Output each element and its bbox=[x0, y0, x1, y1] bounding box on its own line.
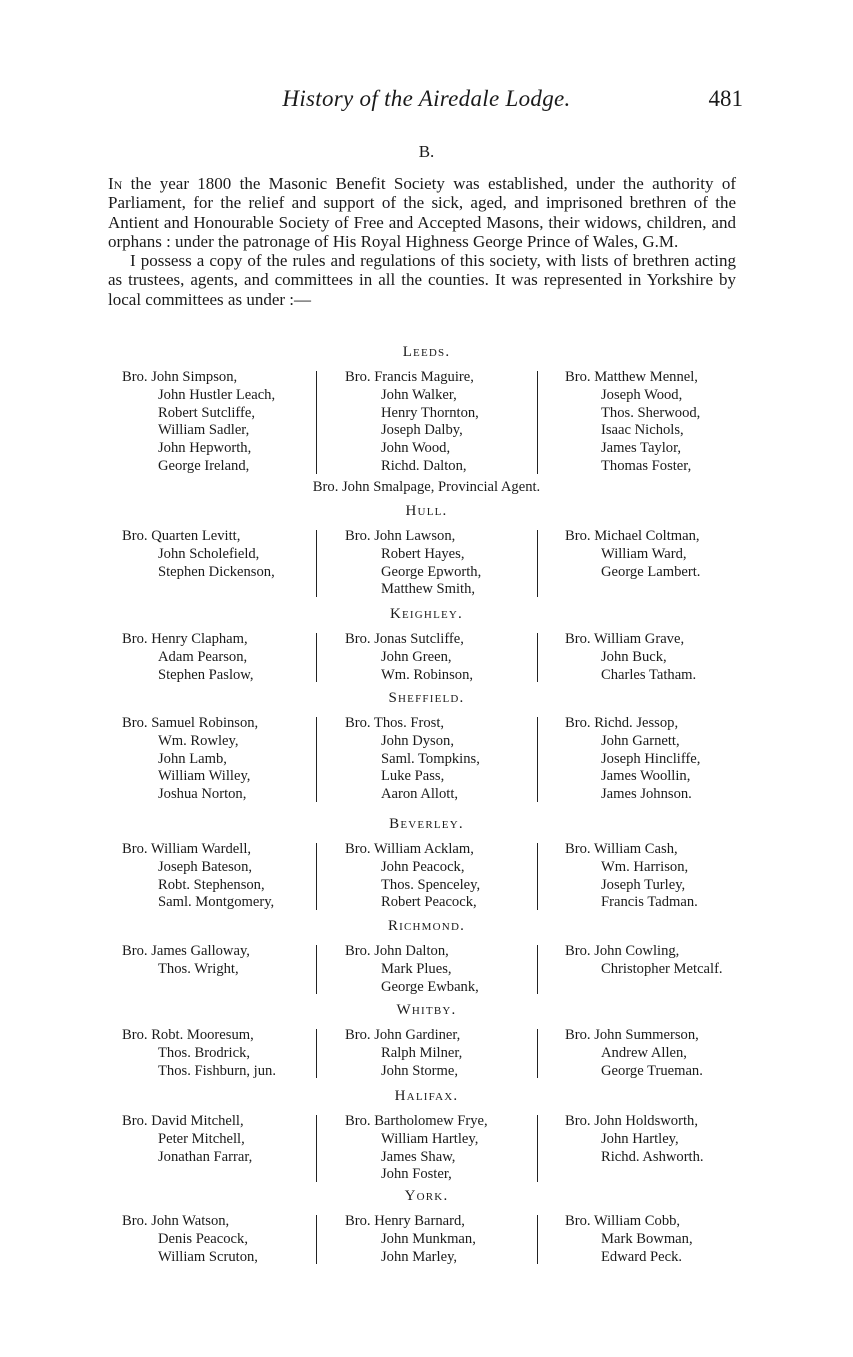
member-name: Richd. Ashworth. bbox=[601, 1148, 704, 1165]
member-name: George Ireland, bbox=[158, 457, 250, 474]
member-name: Thomas Foster, bbox=[601, 457, 692, 474]
member-name: Saml. Tompkins, bbox=[381, 750, 480, 767]
committee-column-whitby-3 bbox=[565, 1027, 703, 1080]
member-name: Isaac Nichols, bbox=[601, 422, 684, 439]
section-heading-york: York. bbox=[404, 1188, 449, 1204]
member-name: Thos. Wright, bbox=[158, 960, 239, 977]
member-name: William Scruton, bbox=[158, 1248, 258, 1265]
section-heading-whitby: Whitby. bbox=[396, 1002, 457, 1018]
member-name: Bro. William Wardell, bbox=[122, 841, 252, 857]
committee-column-keighley-1 bbox=[122, 631, 254, 684]
member-name: Joseph Bateson, bbox=[158, 858, 253, 875]
member-name: Joseph Turley, bbox=[601, 876, 686, 893]
member-name: Bro. John Lawson, bbox=[345, 528, 456, 544]
column-divider bbox=[316, 1215, 317, 1264]
member-name: Christopher Metcalf. bbox=[601, 960, 723, 977]
member-name: Bro. Henry Clapham, bbox=[122, 631, 248, 647]
running-title: History of the Airedale Lodge. bbox=[282, 86, 571, 111]
drop-word: In bbox=[108, 174, 123, 193]
member-name: John Hustler Leach, bbox=[158, 386, 276, 403]
member-name: John Marley, bbox=[381, 1248, 458, 1265]
member-name: Joseph Wood, bbox=[601, 386, 683, 403]
member-name: Saml. Montgomery, bbox=[158, 894, 275, 911]
member-name: John Peacock, bbox=[381, 858, 465, 875]
member-name: William Ward, bbox=[601, 545, 687, 562]
page-number: 481 bbox=[708, 86, 743, 111]
member-name: Bro. Robt. Mooresum, bbox=[122, 1027, 254, 1043]
committee-column-leeds-2 bbox=[345, 369, 479, 476]
member-name: Bro. Quarten Levitt, bbox=[122, 528, 241, 544]
committee-column-halifax-1 bbox=[122, 1113, 252, 1166]
member-name: Bro. Thos. Frost, bbox=[345, 715, 445, 731]
committee-column-beverley-2 bbox=[345, 841, 480, 912]
committee-column-halifax-3 bbox=[565, 1113, 704, 1166]
intro-text bbox=[108, 174, 736, 309]
column-divider bbox=[537, 843, 538, 910]
member-name: George Ewbank, bbox=[381, 978, 479, 995]
member-name: Aaron Allott, bbox=[381, 786, 459, 803]
member-name: Bro. William Cobb, bbox=[565, 1213, 681, 1229]
intro-paragraph-2: I possess a copy of the rules and regulations of this society, with lists of brethren acting as trustees, agents, and committees in all the counties. It was represented in Yorkshire by local committees as under :— bbox=[108, 251, 736, 309]
committee-column-halifax-2 bbox=[345, 1113, 488, 1184]
member-name: Robt. Stephenson, bbox=[158, 876, 265, 893]
column-divider bbox=[537, 530, 538, 597]
member-name: John Walker, bbox=[381, 386, 457, 403]
provincial-agent-line: Bro. John Smalpage, Provincial Agent. bbox=[312, 478, 541, 495]
member-name: John Storme, bbox=[381, 1062, 459, 1079]
column-divider bbox=[537, 945, 538, 994]
column-divider bbox=[316, 371, 317, 474]
member-name: Bro. John Holdsworth, bbox=[565, 1113, 698, 1129]
committee-column-leeds-1 bbox=[122, 369, 275, 476]
member-name: Mark Bowman, bbox=[601, 1230, 693, 1247]
member-name: Andrew Allen, bbox=[601, 1044, 687, 1061]
member-name: Bro. Michael Coltman, bbox=[565, 528, 700, 544]
member-name: Bro. John Summerson, bbox=[565, 1027, 699, 1043]
section-heading-halifax: Halifax. bbox=[394, 1088, 459, 1104]
member-name: Ralph Milner, bbox=[381, 1044, 463, 1061]
column-divider bbox=[537, 371, 538, 474]
member-name: William Hartley, bbox=[381, 1130, 479, 1147]
member-name: William Willey, bbox=[158, 768, 251, 785]
member-name: Bro. Henry Barnard, bbox=[345, 1213, 465, 1229]
member-name: Stephen Paslow, bbox=[158, 666, 254, 683]
member-name: Bro. Bartholomew Frye, bbox=[345, 1113, 488, 1129]
member-name: John Dyson, bbox=[381, 732, 454, 749]
column-divider bbox=[537, 1115, 538, 1182]
section-heading-leeds: Leeds. bbox=[402, 344, 451, 360]
committee-column-leeds-3 bbox=[565, 369, 700, 476]
member-name: John Foster, bbox=[381, 1166, 452, 1183]
member-name: Joseph Dalby, bbox=[381, 422, 463, 439]
committee-column-whitby-2 bbox=[345, 1027, 462, 1080]
member-name: Bro. Matthew Mennel, bbox=[565, 369, 698, 385]
member-name: Wm. Robinson, bbox=[381, 666, 474, 683]
member-name: John Lamb, bbox=[158, 750, 227, 767]
column-divider bbox=[316, 945, 317, 994]
committee-column-sheffield-1 bbox=[122, 715, 258, 804]
member-name: John Wood, bbox=[381, 440, 451, 457]
member-name: Mark Plues, bbox=[381, 960, 452, 977]
member-name: Bro. Samuel Robinson, bbox=[122, 715, 259, 731]
member-name: James Taylor, bbox=[601, 440, 681, 457]
member-name: Charles Tatham. bbox=[601, 666, 697, 683]
section-heading-sheffield: Sheffield. bbox=[388, 690, 465, 706]
column-divider bbox=[537, 1215, 538, 1264]
member-name: John Munkman, bbox=[381, 1230, 476, 1247]
section-heading-beverley: Beverley. bbox=[389, 816, 464, 832]
member-name: Denis Peacock, bbox=[158, 1230, 248, 1247]
member-name: John Buck, bbox=[601, 648, 667, 665]
member-name: Thos. Spenceley, bbox=[381, 876, 481, 893]
member-name: George Trueman. bbox=[601, 1062, 703, 1079]
member-name: Joshua Norton, bbox=[158, 786, 247, 803]
member-name: William Sadler, bbox=[158, 422, 250, 439]
member-name: Bro. James Galloway, bbox=[122, 943, 250, 959]
committee-column-sheffield-2 bbox=[345, 715, 480, 804]
member-name: Thos. Fishburn, jun. bbox=[158, 1062, 276, 1079]
member-name: Bro. John Watson, bbox=[122, 1213, 230, 1229]
committee-column-keighley-2 bbox=[345, 631, 473, 684]
member-name: Richd. Dalton, bbox=[381, 457, 467, 474]
member-name: George Lambert. bbox=[601, 563, 701, 580]
member-name: James Woollin, bbox=[601, 768, 691, 785]
member-name: Robert Sutcliffe, bbox=[158, 404, 256, 421]
member-name: Thos. Brodrick, bbox=[158, 1044, 251, 1061]
member-name: George Epworth, bbox=[381, 563, 482, 580]
member-name: Bro. John Simpson, bbox=[122, 369, 238, 385]
member-name: Jonathan Farrar, bbox=[158, 1148, 253, 1165]
member-name: John Hepworth, bbox=[158, 440, 252, 457]
intro-paragraph-1-text: the year 1800 the Masonic Benefit Society was established, under the authority of Parliament, for the relief and support of the sick, aged, and imprisoned brethren of the Antient and Honourable Society of Free and Accepted Masons, their widows, children, and orphans : under the patronage of His Royal Highness George Prince of Wales, G.M. bbox=[108, 174, 736, 251]
committee-column-beverley-3 bbox=[565, 841, 698, 912]
member-name: Stephen Dickenson, bbox=[158, 563, 275, 580]
member-name: Matthew Smith, bbox=[381, 581, 476, 598]
committee-column-hull-3 bbox=[565, 528, 700, 581]
member-name: Bro. John Gardiner, bbox=[345, 1027, 461, 1043]
committee-column-hull-2 bbox=[345, 528, 481, 599]
member-name: Bro. Jonas Sutcliffe, bbox=[345, 631, 464, 647]
member-name: Luke Pass, bbox=[381, 768, 445, 785]
member-name: Wm. Rowley, bbox=[158, 732, 239, 749]
member-name: Wm. Harrison, bbox=[601, 858, 689, 875]
column-divider bbox=[316, 717, 317, 802]
member-name: John Hartley, bbox=[601, 1130, 679, 1147]
committee-column-richmond-3 bbox=[565, 943, 723, 979]
member-name: Bro. William Cash, bbox=[565, 841, 678, 857]
member-name: Robert Hayes, bbox=[381, 545, 465, 562]
column-divider bbox=[316, 530, 317, 597]
column-divider bbox=[316, 1029, 317, 1078]
committee-column-york-2 bbox=[345, 1213, 476, 1266]
column-divider bbox=[316, 843, 317, 910]
member-name: Bro. Francis Maguire, bbox=[345, 369, 474, 385]
section-heading-richmond: Richmond. bbox=[387, 918, 466, 934]
column-divider bbox=[537, 633, 538, 682]
committee-column-whitby-1 bbox=[122, 1027, 276, 1080]
member-name: Bro. John Dalton, bbox=[345, 943, 449, 959]
column-divider bbox=[316, 1115, 317, 1182]
member-name: Bro. David Mitchell, bbox=[122, 1113, 244, 1129]
member-name: John Garnett, bbox=[601, 732, 680, 749]
column-divider bbox=[316, 633, 317, 682]
member-name: Joseph Hincliffe, bbox=[601, 750, 701, 767]
member-name: Francis Tadman. bbox=[601, 894, 698, 911]
intro-paragraph-1 bbox=[108, 174, 736, 251]
member-name: Thos. Sherwood, bbox=[601, 404, 701, 421]
member-name: James Shaw, bbox=[381, 1148, 456, 1165]
member-name: John Green, bbox=[381, 648, 452, 665]
committee-column-richmond-1 bbox=[122, 943, 250, 979]
appendix-letter: B. bbox=[418, 142, 435, 161]
member-name: Bro. William Grave, bbox=[565, 631, 685, 647]
committee-column-sheffield-3 bbox=[565, 715, 700, 804]
column-divider bbox=[537, 1029, 538, 1078]
member-name: Robert Peacock, bbox=[381, 894, 477, 911]
member-name: Bro. John Cowling, bbox=[565, 943, 680, 959]
committee-column-keighley-3 bbox=[565, 631, 696, 684]
member-name: Bro. Richd. Jessop, bbox=[565, 715, 679, 731]
member-name: Adam Pearson, bbox=[158, 648, 248, 665]
committee-column-hull-1 bbox=[122, 528, 275, 581]
committee-column-york-3 bbox=[565, 1213, 693, 1266]
committee-column-york-1 bbox=[122, 1213, 258, 1266]
committee-column-beverley-1 bbox=[122, 841, 274, 912]
member-name: Edward Peck. bbox=[601, 1248, 683, 1265]
section-heading-keighley: Keighley. bbox=[389, 606, 464, 622]
member-name: Bro. William Acklam, bbox=[345, 841, 474, 857]
member-name: James Johnson. bbox=[601, 786, 692, 803]
member-name: John Scholefield, bbox=[158, 545, 260, 562]
column-divider bbox=[537, 717, 538, 802]
section-heading-hull: Hull. bbox=[405, 503, 448, 519]
member-name: Henry Thornton, bbox=[381, 404, 479, 421]
committee-column-richmond-2 bbox=[345, 943, 479, 996]
member-name: Peter Mitchell, bbox=[158, 1130, 245, 1147]
